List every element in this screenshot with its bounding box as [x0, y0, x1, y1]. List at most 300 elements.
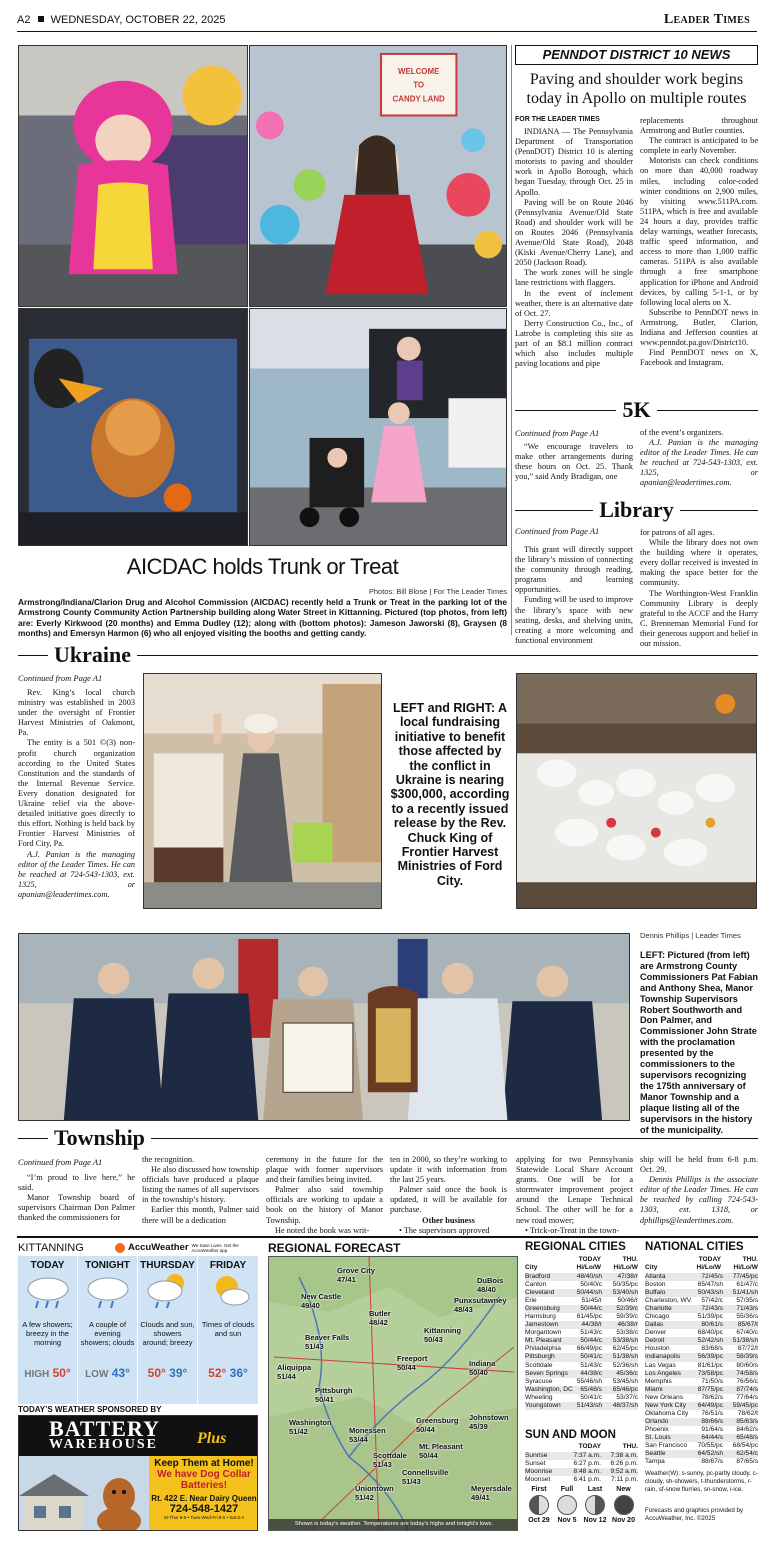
col-thu: THU.: [622, 1256, 638, 1263]
table-cell-value: 66/49/pc: [576, 1345, 602, 1353]
table-cell-name: Orlando: [645, 1417, 669, 1425]
township-signature: Dennis Phillips is the associate editor of the Leader Times. He can be reached by calling 724-543-1303, ext. 1318, or dphillips@leadertimes.com.: [640, 1175, 758, 1225]
table-cell-value: 78/62/s: [701, 1393, 723, 1401]
fivek-continued: Continued from Page A1: [515, 428, 600, 438]
ukraine-head: Ukraine: [54, 642, 131, 667]
penndot-byline: FOR THE LEADER TIMES: [515, 116, 600, 123]
library-p5: The Worthington-West Franklin Community Library is deeply grateful to the ACCF and the Harry C. Brenneman Memorial Fund for their generous support and belief in our mission.: [640, 588, 758, 649]
photo-ukraine-supplies: [516, 673, 757, 909]
ad-name-2: WAREHOUSE: [49, 1437, 159, 1452]
table-row: [525, 1394, 638, 1402]
table-row: [645, 1353, 758, 1361]
table-cell-value: 51/38/sh: [612, 1353, 638, 1361]
table-cell-name: Los Angeles: [645, 1369, 681, 1377]
township-p11: applying for two Pennsylvania Statewide Local Share Account grants. One will be for a stormwater improvement project around the Lenape Technical School. The other will be for a new road mower;: [516, 1155, 633, 1225]
national-cities-title: NATIONAL CITIES: [645, 1241, 744, 1253]
table-cell-value: 88/66/s: [701, 1417, 723, 1425]
table-cell-name: Charlotte: [645, 1305, 672, 1313]
table-cell-value: 7:37 a.m.: [573, 1452, 601, 1459]
weather-town: KITTANNING: [18, 1242, 84, 1254]
moon-phase-date: Nov 5: [557, 1517, 577, 1524]
table-row: [525, 1321, 638, 1329]
ad-line-2: We have Dog Collar Batteries!: [157, 1469, 251, 1491]
table-cell-value: 52/42/sh: [697, 1337, 723, 1345]
ukraine-caption: LEFT and RIGHT: A local fundraising initiative to benefit those affected by the conflict in Ukraine is nearing $300,000, according to a recently issued release by the Rev. Chuck King of Frontier Harvest Ministries of Ford City.: [390, 701, 510, 888]
table-cell-value: 6:41 p.m.: [573, 1476, 601, 1484]
regional-cities-header: [525, 1256, 638, 1272]
trunk-photo-credit: Photos: Bill Blose | For The Leader Times: [368, 587, 507, 596]
table-cell-value: 45/36/c: [616, 1369, 638, 1377]
moon-phase-date: Nov 12: [583, 1517, 607, 1524]
table-cell-value: 51/43/c: [580, 1329, 602, 1337]
table-cell-value: 83/68/s: [701, 1345, 723, 1353]
regional-cities-table: [525, 1273, 638, 1410]
table-cell-value: 9:52 a.m.: [610, 1468, 638, 1476]
table-cell-name: Bradford: [525, 1273, 551, 1280]
ad-offer-panel: [149, 1456, 258, 1531]
table-cell-value: 87/74/s: [736, 1385, 758, 1393]
table-cell-value: 91/64/s: [701, 1425, 723, 1433]
page-folio: [17, 14, 225, 26]
table-cell-value: 87/65/s: [736, 1458, 758, 1466]
table-cell-name: Indianapolis: [645, 1353, 681, 1361]
table-row: [645, 1410, 758, 1418]
moon-phases: [525, 1486, 638, 1531]
table-cell-value: 50/44/sh: [576, 1289, 602, 1297]
cloud-rain-icon: [23, 1271, 73, 1311]
table-cell-name: Moonset: [525, 1476, 551, 1484]
table-cell-name: Sunset: [525, 1460, 546, 1468]
table-cell-value: 50/46/r: [617, 1297, 638, 1305]
table-cell-value: 47/38/r: [617, 1273, 638, 1280]
township-head: Township: [54, 1125, 145, 1150]
col-city: City: [645, 1264, 658, 1271]
table-row: [645, 1450, 758, 1458]
table-row: [525, 1353, 638, 1361]
moon-phase-name: New: [616, 1486, 631, 1493]
table-cell-name: New York City: [645, 1401, 687, 1409]
forecast-temp-label: LOW: [85, 1369, 109, 1380]
township-column-1: [18, 1173, 135, 1223]
table-cell-value: 61/45/pc: [576, 1313, 602, 1321]
table-row: [525, 1378, 638, 1386]
partly-sunny-icon: [203, 1271, 253, 1311]
table-cell-value: 46/38/r: [617, 1321, 638, 1329]
moon-phase-full: [553, 1486, 581, 1524]
fivek-column-2: [640, 428, 758, 489]
table-cell-name: Dallas: [645, 1321, 664, 1329]
table-row: [525, 1305, 638, 1313]
penndot-p7: The contract is anticipated to be complete in early November.: [640, 136, 758, 156]
sun-cloud-rain-icon: [143, 1271, 193, 1311]
table-row: [645, 1321, 758, 1329]
table-cell-value: 70/55/pc: [697, 1441, 723, 1449]
table-cell-value: 71/50/s: [701, 1377, 723, 1385]
map-city-punxsutawney: Punxsutawney 48/43: [454, 1296, 507, 1314]
col-hilo-thu: Hi/Lo/W: [733, 1264, 758, 1271]
table-cell-name: Greensburg: [525, 1305, 560, 1313]
map-city-connellsville: Connellsville 51/43: [402, 1468, 449, 1486]
table-row: [525, 1402, 638, 1410]
page-date: WEDNESDAY, OCTOBER 22, 2025: [50, 14, 226, 26]
table-cell-value: 76/51/s: [701, 1409, 723, 1417]
township-p12: ship will be held from 6-8 p.m. Oct. 29.: [640, 1155, 758, 1175]
table-cell-name: Las Vegas: [645, 1361, 676, 1369]
township-p10: Palmer said once the book is updated, it will be available for purchase.: [390, 1185, 507, 1215]
map-city-washington: Washington 51/42: [289, 1418, 332, 1436]
table-cell-name: Philadelphia: [525, 1345, 561, 1353]
table-cell-value: 57/42/c: [701, 1297, 723, 1305]
table-cell-value: 8:48 a.m.: [573, 1468, 601, 1476]
table-cell-value: 7:38 a.m.: [610, 1452, 638, 1459]
photo-emma-dudley: [249, 45, 507, 307]
moon-phase-last: [581, 1486, 609, 1524]
table-cell-value: 80/61/s: [701, 1321, 723, 1329]
column-divider: [511, 45, 512, 635]
ukraine-section-head: [18, 641, 758, 669]
table-cell-name: Jamestown: [525, 1321, 559, 1329]
township-p5: Earlier this month, Palmer said there will be a dedication: [142, 1205, 259, 1225]
table-row: [525, 1329, 638, 1337]
forecast-high: 52°: [208, 1366, 227, 1380]
table-cell-value: 65/48/s: [736, 1433, 758, 1441]
township-p2: Manor Township board of supervisors Chairman Don Palmer thanked the commissioners for: [18, 1193, 135, 1223]
forecast-high: 50°: [52, 1366, 71, 1380]
table-cell-name: New Orleans: [645, 1393, 684, 1401]
table-cell-name: San Francisco: [645, 1441, 688, 1449]
map-city-mt-pleasant: Mt. Pleasant 50/44: [419, 1442, 463, 1460]
table-cell-value: 53/40/sh: [612, 1289, 638, 1297]
table-cell-value: 85/67/t: [737, 1321, 758, 1329]
table-row: [645, 1297, 758, 1305]
table-cell-name: Charleston, WV: [645, 1297, 692, 1305]
table-row: [645, 1402, 758, 1410]
table-cell-value: 51/43/sh: [576, 1401, 602, 1409]
library-p3: for patrons of all ages.: [640, 528, 715, 537]
map-city-freeport: Freeport 50/44: [397, 1354, 428, 1372]
table-cell-value: 50/40/c: [580, 1281, 602, 1289]
table-row: [645, 1362, 758, 1370]
township-column-3: [266, 1155, 383, 1236]
photo-everly-kirkwood: [18, 45, 248, 307]
table-cell-value: 65/48/s: [580, 1385, 602, 1393]
penndot-p1: INDIANA — The Pennsylvania Department of Transportation (PennDOT) District 10 is alerting motorists to paving and shoulder work in Apollo Borough, which began Tuesday, through Oct. 25 in Apollo.: [515, 127, 633, 197]
accuweather-tagline: We Save Lives. Get the AccuWeather app.: [191, 1242, 239, 1253]
table-cell-value: 68/54/pc: [732, 1441, 758, 1449]
col-today: TODAY: [578, 1256, 601, 1263]
table-row: [645, 1458, 758, 1466]
map-city-scottdale: Scottdale 51/43: [373, 1451, 407, 1469]
fivek-signature: A.J. Panian is the managing editor of the Leader Times. He can be reached at 724-543-1303, ext. 1325, or apanian@leadertimes.com.: [640, 438, 758, 488]
forecast-temps: [198, 1366, 258, 1380]
table-cell-name: Phoenix: [645, 1425, 669, 1433]
col-hilo-thu: Hi/Lo/W: [613, 1264, 638, 1271]
table-cell-value: 85/63/s: [736, 1417, 758, 1425]
table-cell-name: Cleveland: [525, 1289, 555, 1297]
table-cell-value: 81/61/pc: [697, 1361, 723, 1369]
moon-phase-date: Nov 20: [612, 1517, 635, 1524]
ukraine-continued: Continued from Page A1: [18, 673, 103, 683]
table-row: [525, 1281, 638, 1289]
table-cell-value: 76/56/c: [736, 1377, 758, 1385]
fivek-p1: “We encourage travelers to make other arrangements during these hours on Oct. 25. Thank you,” said Andy Bradigan, one: [515, 442, 633, 482]
local-forecast-panel: [18, 1256, 258, 1404]
table-cell-value: 78/62/t: [737, 1409, 758, 1417]
table-row: [645, 1442, 758, 1450]
accuweather-brand: [115, 1242, 252, 1253]
table-cell-value: 51/41/sh: [732, 1289, 758, 1297]
table-cell-name: Seattle: [645, 1450, 666, 1458]
table-cell-value: 51/38/sh: [732, 1337, 758, 1345]
table-cell-name: Memphis: [645, 1377, 672, 1385]
table-cell-value: 77/64/s: [736, 1393, 758, 1401]
map-city-indiana: Indiana 50/40: [469, 1359, 496, 1377]
library-p1: This grant will directly support the library’s mission of connecting the community through reading, programs and learning opportunities.: [515, 545, 633, 595]
map-city-kittanning: Kittanning 50/43: [424, 1326, 462, 1344]
table-row: [525, 1289, 638, 1297]
map-city-grove-city: Grove City 47/41: [337, 1266, 375, 1284]
penndot-p4: In the event of inclement weather, there is an alternative date of Oct. 27.: [515, 288, 633, 318]
penndot-p2: Paving will be on Route 2046 (Pennsylvania Avenue/Old State Road) and shoulder work will be on Routes 2046 (Pennsylvania Avenue/Old State Road), 2048 (Kiski Avenue/Cherry Lane), and 2050 (Jackson Road).: [515, 197, 633, 268]
table-cell-name: Detroit: [645, 1337, 665, 1345]
table-cell-value: 50/41/c: [580, 1353, 602, 1361]
ad-phone: 724-548-1427: [169, 1503, 239, 1515]
weather-credit: Forecasts and graphics provided by AccuWeather, Inc. ©2025: [645, 1507, 744, 1522]
map-city-uniontown: Uniontown 51/42: [355, 1484, 394, 1502]
table-cell-value: 52/39/c: [616, 1305, 638, 1313]
moon-phase-name: Full: [560, 1486, 574, 1493]
table-cell-name: Syracuse: [525, 1377, 553, 1385]
bullet-square-icon: [38, 16, 44, 22]
table-cell-value: 48/37/sh: [612, 1401, 638, 1409]
moon-last-quarter-icon: [585, 1495, 605, 1515]
sun-moon-header: [525, 1443, 638, 1450]
township-p7: Palmer also said township officials are working to update a book on the history of Manor Township.: [266, 1185, 383, 1225]
forecast-friday: [198, 1256, 258, 1404]
penndot-p3: The work zones will be single lane restrictions with flaggers.: [515, 268, 633, 288]
table-cell-value: 80/60/s: [736, 1361, 758, 1369]
forecast-day-name: FRIDAY: [209, 1260, 247, 1271]
forecast-desc: A few showers; breezy in the morning: [22, 1320, 73, 1347]
penndot-p10: Find PennDOT news on X, Facebook and Instagram.: [640, 348, 758, 368]
table-cell-value: 51/45/r: [581, 1297, 602, 1305]
penndot-p6: replacements throughout Armstrong and Butler counties.: [640, 116, 758, 136]
table-cell-value: 48/40/sh: [576, 1273, 602, 1280]
table-cell-name: Chicago: [645, 1313, 670, 1321]
table-cell-value: 84/62/s: [736, 1425, 758, 1433]
svg-text:TO: TO: [413, 80, 425, 90]
photo-graysen-emersyn-harmon: [249, 308, 507, 546]
table-cell-value: 50/44/c: [580, 1305, 602, 1313]
cloud-rain-icon: [83, 1271, 133, 1311]
table-row: [525, 1468, 638, 1476]
table-cell-value: 65/46/pc: [612, 1385, 638, 1393]
moon-phase-first: [525, 1486, 553, 1524]
fivek-section-head: [515, 397, 758, 423]
forecast-desc: A couple of evening showers; clouds: [80, 1320, 135, 1347]
col-city: City: [525, 1264, 538, 1271]
photo-ukraine-volunteer: [143, 673, 382, 909]
photo-jameson-jaworski: [18, 308, 248, 546]
library-section-head: [515, 497, 758, 523]
township-subhead: Other business: [422, 1215, 475, 1225]
map-footnote: Shown is today's weather. Temperatures are today's highs and tonight's lows.: [269, 1519, 518, 1530]
sun-moon-title: SUN AND MOON: [525, 1429, 616, 1441]
table-cell-value: 53/37/c: [616, 1393, 638, 1401]
table-cell-name: Harrisburg: [525, 1313, 556, 1321]
forecast-low: 39°: [169, 1366, 188, 1380]
forecast-temps: [78, 1366, 137, 1380]
svg-text:WELCOME: WELCOME: [397, 66, 440, 76]
ad-location: Rt. 422 E. Near Dairy Queen: [151, 1494, 257, 1503]
library-column-2: [640, 528, 758, 649]
table-cell-value: 64/44/s: [701, 1433, 723, 1441]
table-row: [645, 1378, 758, 1386]
moon-phase-date: Oct 29: [528, 1517, 550, 1524]
table-cell-value: 59/45/pc: [732, 1401, 758, 1409]
table-cell-value: 71/43/s: [736, 1305, 758, 1313]
map-city-johnstown: Johnstown 45/39: [469, 1413, 509, 1431]
map-city-pittsburgh: Pittsburgh 50/41: [315, 1386, 353, 1404]
table-cell-value: 67/40/c: [736, 1329, 758, 1337]
fivek-column-1: [515, 442, 633, 482]
table-cell-value: 73/58/pc: [697, 1369, 723, 1377]
map-city-meyersdale: Meyersdale 49/41: [471, 1484, 512, 1502]
table-cell-value: 44/38/r: [581, 1321, 602, 1329]
table-row: [525, 1345, 638, 1353]
moon-phase-name: First: [531, 1486, 547, 1493]
township-p6: ceremony in the future for the plaque with former supervisors and their families being invited.: [266, 1155, 383, 1185]
table-row: [525, 1273, 638, 1281]
national-cities-table: [645, 1273, 758, 1466]
table-cell-value: 50/44/c: [580, 1337, 602, 1345]
township-p4: He also discussed how township officials have produced a plaque listing the names of all supervisors in the township’s history.: [142, 1165, 259, 1205]
table-cell-value: 62/45/pc: [612, 1345, 638, 1353]
township-column-5: [516, 1155, 633, 1236]
table-cell-value: 57/35/s: [736, 1297, 758, 1305]
col-today: TODAY: [578, 1443, 601, 1450]
col-hilo-today: Hi/Lo/W: [576, 1264, 601, 1271]
ad-name-1: BATTERY: [49, 1416, 160, 1441]
forecast-temps: [18, 1366, 77, 1380]
table-cell-value: 51/43/c: [580, 1361, 602, 1369]
table-row: [525, 1313, 638, 1321]
regional-cities-title: REGIONAL CITIES: [525, 1241, 626, 1253]
library-continued: Continued from Page A1: [515, 526, 600, 536]
moon-first-quarter-icon: [529, 1495, 549, 1515]
weather-top-rule: [17, 1236, 758, 1238]
table-row: [645, 1313, 758, 1321]
table-cell-value: 6:26 p.m.: [610, 1460, 638, 1468]
map-city-monessen: Monessen 53/44: [349, 1426, 386, 1444]
table-row: [645, 1273, 758, 1281]
accuweather-sun-icon: [115, 1243, 125, 1253]
township-bullet-1: • The supervisors approved: [399, 1225, 490, 1235]
ad-name-3: Plus: [197, 1430, 227, 1447]
table-cell-name: Wheeling: [525, 1393, 553, 1401]
table-row: [645, 1289, 758, 1297]
page-number: A2: [17, 14, 31, 26]
table-row: [525, 1297, 638, 1305]
table-row: [645, 1418, 758, 1426]
table-cell-value: 50/35/pc: [612, 1281, 638, 1289]
header-rule: [17, 31, 757, 32]
table-cell-value: 44/38/c: [580, 1369, 602, 1377]
table-cell-value: 61/47/c: [736, 1281, 758, 1289]
table-cell-value: 77/45/pc: [732, 1273, 758, 1280]
regional-forecast-title: REGIONAL FORECAST: [268, 1241, 401, 1255]
township-p8: He noted the book was writ-: [275, 1225, 370, 1235]
newspaper-name: Leader Times: [663, 12, 750, 27]
ad-dog-house-illustration: [19, 1456, 149, 1531]
table-row: [525, 1452, 638, 1460]
photo-manor-township-officials: [18, 933, 630, 1121]
table-cell-value: 87/75/pc: [697, 1385, 723, 1393]
forecast-desc: Clouds and sun, showers around; breezy: [140, 1320, 195, 1347]
township-column-6: [640, 1155, 758, 1226]
table-row: [645, 1426, 758, 1434]
township-column-2: [142, 1155, 259, 1226]
ad-hours: M-Thur 8-6 • Tues-Wed-Fri 8-5 • Sat 8-4: [164, 1515, 244, 1520]
ukraine-signature: A.J. Panian is the managing editor of the Leader Times. He can be reached at 724-543-1303, ext. 1325, or apanian@leadertimes.com.: [18, 849, 135, 899]
table-cell-name: Morgantown: [525, 1329, 562, 1337]
trunk-caption: Armstrong/Indiana/Clarion Drug and Alcohol Commission (AICDAC) recently held a Trunk or Treat in the parking lot of the Armstrong County Community Action Partnership building along Water Street in Kittanning. Pictured (top photos, from left) are: Everly Kirkwood (20 months) and Emma Dudley (12); along with (bottom photos): Jameson Jaworski (8), Graysen (8 months) and Emersyn Harmon (6) who all enjoyed visiting the booths and getting candy.: [18, 597, 507, 638]
forecast-temps: [138, 1366, 197, 1380]
fivek-head: 5K: [622, 397, 651, 422]
township-p9: ten in 2000, so they’re working to update it with information from the last 25 years.: [390, 1155, 507, 1185]
col-thu: THU.: [742, 1256, 758, 1263]
table-row: [525, 1460, 638, 1468]
penndot-p8: Motorists can check conditions on more than 40,000 roadway miles, including color-coded winter conditions on 2,900 miles, by visiting www.511PA.com. 511PA, which is free and available 24 hours a day, provides traffic delay warnings, weather forecasts, traffic speed information, and access to more than 1,000 traffic cameras. 511PA is also available through a free smartphone application for iPhone and Android devices, by calling 5-1-1, or by following local alerts on X.: [640, 156, 758, 307]
township-p1: “I’m proud to live here,” he said.: [18, 1173, 135, 1193]
table-row: [645, 1337, 758, 1345]
table-cell-value: 72/45/s: [701, 1273, 723, 1280]
col-hilo-today: Hi/Lo/W: [696, 1264, 721, 1271]
table-row: [525, 1476, 638, 1484]
ukraine-p1: Rev. King’s local church ministry was established in 2003 under the oversight of Frontier Harvest Ministries of Oakmont, Pa.: [18, 688, 135, 738]
table-cell-value: 74/58/s: [736, 1369, 758, 1377]
ukraine-column: [18, 688, 135, 900]
forecast-today: [18, 1256, 78, 1404]
library-head: Library: [599, 497, 674, 522]
table-cell-name: Canton: [525, 1281, 547, 1289]
forecast-day-name: TONIGHT: [85, 1260, 130, 1271]
table-cell-name: Sunrise: [525, 1452, 548, 1459]
table-cell-value: 53/38/c: [616, 1329, 638, 1337]
township-column-4: [390, 1155, 507, 1236]
moon-phase-name: Last: [587, 1486, 603, 1493]
map-city-dubois: DuBois 48/40: [477, 1276, 504, 1294]
trunk-headline: AICDAC holds Trunk or Treat: [126, 554, 399, 579]
table-cell-value: 50/41/c: [580, 1393, 602, 1401]
col-today: TODAY: [698, 1256, 721, 1263]
map-city-beaver-falls: Beaver Falls 51/43: [305, 1333, 350, 1351]
table-row: [645, 1281, 758, 1289]
ukraine-p2: The entity is a 501 ©(3) non-profit church organization according to the United States Constitution and the standards of the Internal Revenue Service. Every donation designated for Ukraine relief via the above-detailed initiative goes directly to this effort. Nothing is held back by Frontier Harvest Ministries of Ford City, Pa.: [18, 738, 135, 849]
table-cell-name: St. Louis: [645, 1433, 671, 1441]
library-p4: While the library does not own the building where it operates, every dollar received is invested in making the space better for the community.: [640, 538, 758, 588]
township-section-head: [18, 1124, 758, 1152]
table-row: [645, 1329, 758, 1337]
table-cell-name: Denver: [645, 1329, 667, 1337]
table-cell-name: Erie: [525, 1297, 537, 1305]
table-row: [645, 1345, 758, 1353]
penndot-headline: Paving and shoulder work begins today in Apollo on multiple routes: [526, 71, 747, 107]
map-city-aliquippa: Aliquippa 51/44: [277, 1363, 312, 1381]
table-cell-value: 51/39/pc: [697, 1313, 723, 1321]
battery-warehouse-ad: [18, 1415, 258, 1531]
penndot-p9: Subscribe to PennDOT news in Armstrong, Butler, Clarion, Indiana and Jefferson counties at www.penndot.pa.gov/District10.: [640, 307, 758, 348]
